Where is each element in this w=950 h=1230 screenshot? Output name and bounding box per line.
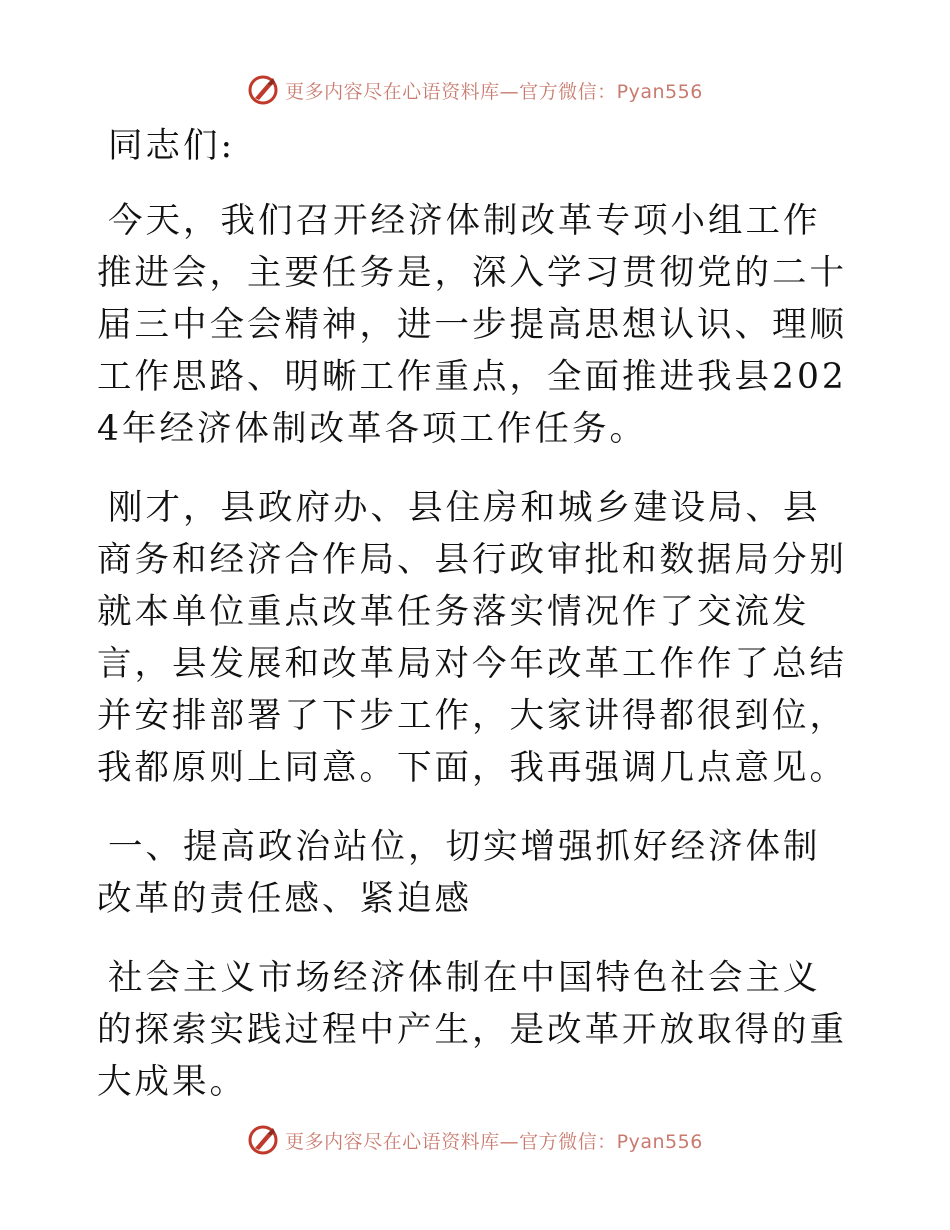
- watermark-header: [0, 70, 950, 110]
- section-heading-1: 一、提高政治站位，切实增强抓好经济体制改革的责任感、紧迫感: [97, 827, 821, 919]
- document-body: [97, 120, 857, 1135]
- watermark-text: 更多内容尽在心语资料库—官方微信：Pyan556: [285, 1130, 703, 1153]
- watermark-footer: [0, 1120, 950, 1160]
- paragraph-review: 刚才，县政府办、县住房和城乡建设局、县商务和经济合作局、县行政审批和数据局分别就本单位重点改革任务落实情况作了交流发言，县发展和改革局对今年改革工作作了总结并安排部署了下步工作，大家讲得都很到位，我都原则上同意。下面，我再强调几点意见。: [97, 488, 847, 788]
- wechat-id: Pyan556: [616, 80, 703, 103]
- watermark-text: 更多内容尽在心语资料库—官方微信：Pyan556: [285, 80, 703, 103]
- paragraph-opening: 今天，我们召开经济体制改革专项小组工作推进会，主要任务是，深入学习贯彻党的二十届三中全会精神，进一步提高思想认识、理顺工作思路、明晰工作重点，全面推进我县2024年经济体制改革各项工作任务。: [97, 201, 847, 449]
- pen-logo-icon: [247, 74, 279, 106]
- greeting: 同志们:: [108, 126, 236, 166]
- wechat-id: Pyan556: [616, 1130, 703, 1153]
- pen-logo-icon: [247, 1124, 279, 1156]
- paragraph-section-1: 社会主义市场经济体制在中国特色社会主义的探索实践过程中产生，是改革开放取得的重大成果。: [97, 958, 847, 1102]
